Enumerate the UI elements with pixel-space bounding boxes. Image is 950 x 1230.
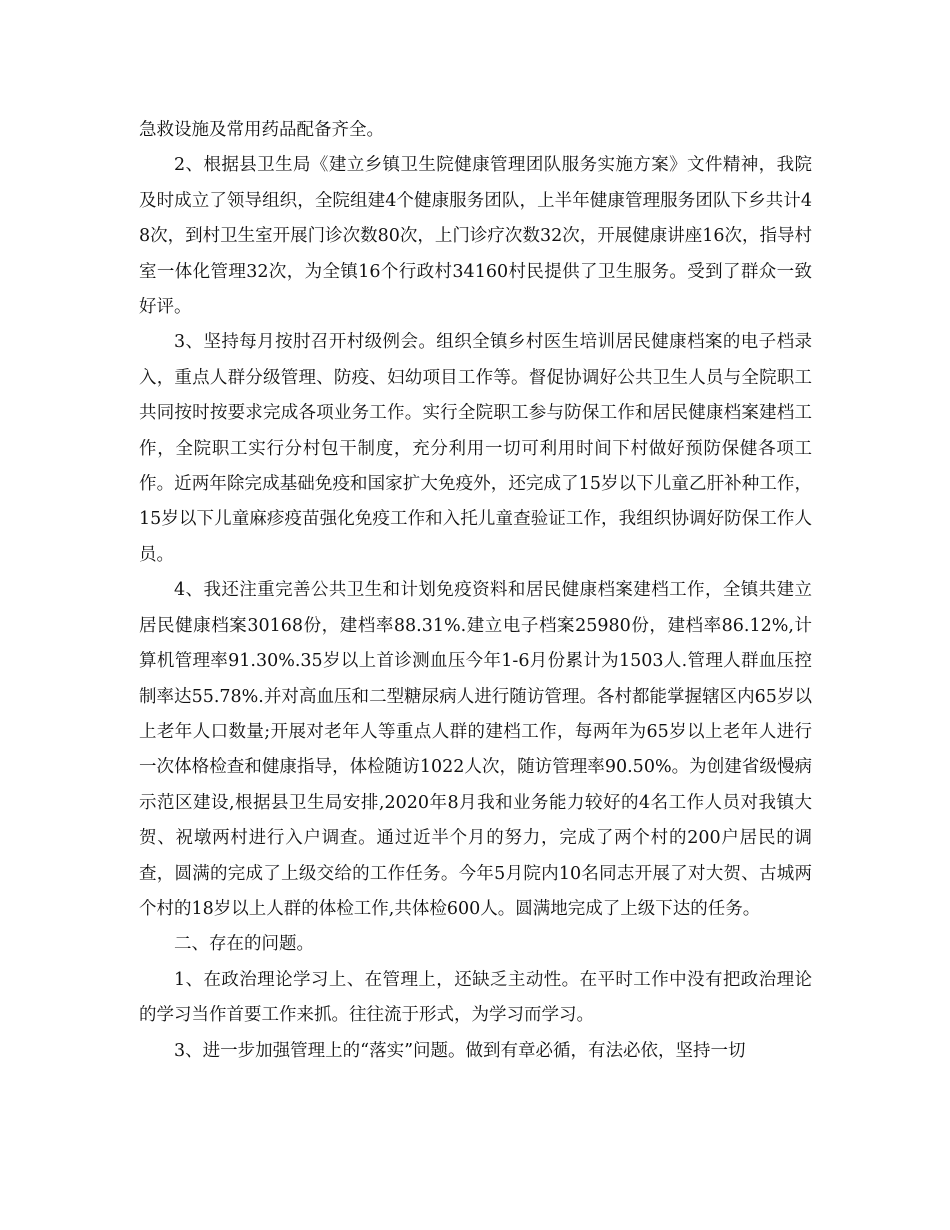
paragraph-health-records: 4、我还注重完善公共卫生和计划免疫资料和居民健康档案建档工作，全镇共建立居民健康档案30168份，建档率88.31%.建立电子档案25980份，建档率86.12%,计算机管理率91.30%.35岁以上首诊测血压今年1-6月份累计为1503人.管理人群血压控制率达55.78%.并对高血压和二型糖尿病人进行随访管理。各村都能掌握辖区内65岁以上老年人口数量;开展对老年人等重点人群的建档工作，每两年为65岁以上老年人进行一次体格检查和健康指导，体检随访1022人次，随访管理率90.50%。为创建省级慢病示范区建设,根据县卫生局安排,2020年8月我和业务能力较好的4名工作人员对我镇大贺、祝墩两村进行入户调查。通过近半个月的努力，完成了两个村的200户居民的调查，圆满的完成了上级交给的工作任务。今年5月院内10名同志开展了对大贺、古城两个村的18岁以上人群的体检工作,共体检600人。圆满地完成了上级下达的任务。: [139, 580, 812, 919]
paragraph-problem-1: 1、在政治理论学习上、在管理上，还缺乏主动性。在平时工作中没有把政治理论的学习当作首要工作来抓。往往流于形式，为学习而学习。: [139, 969, 812, 1026]
paragraph-village-meeting: 3、坚持每月按肘召开村级例会。组织全镇乡村医生培训居民健康档案的电子档录入，重点人群分级管理、防疫、妇幼项目工作等。督促协调好公共卫生人员与全院职工共同按时按要求完成各项业务工作。实行全院职工参与防保工作和居民健康档案建档工作，全院职工实行分村包干制度，充分利用一切可利用时间下村做好预防保健各项工作。近两年除完成基础免疫和国家扩大免疫外，还完成了15岁以下儿童乙肝补种工作，15岁以下儿童麻疹疫苗强化免疫工作和入托儿童查验证工作，我组织协调好防保工作人员。: [139, 332, 812, 565]
document-body: [139, 113, 812, 1069]
section-heading-problems: 二、存在的问题。: [174, 934, 314, 955]
paragraph-problem-3: 3、进一步加强管理上的“落实”问题。做到有章必循，有法必依，坚持一切: [174, 1040, 746, 1061]
paragraph-health-team: 2、根据县卫生局《建立乡镇卫生院健康管理团队服务实施方案》文件精神，我院及时成立了领导组织，全院组建4个健康服务团队，上半年健康管理服务团队下乡共计48次，到村卫生室开展门诊次数80次，上门诊疗次数32次，开展健康讲座16次，指导村室一体化管理32次，为全镇16个行政村34160村民提供了卫生服务。受到了群众一致好评。: [139, 155, 812, 318]
paragraph-continuation: 急救设施及常用药品配备齐全。: [139, 120, 384, 140]
